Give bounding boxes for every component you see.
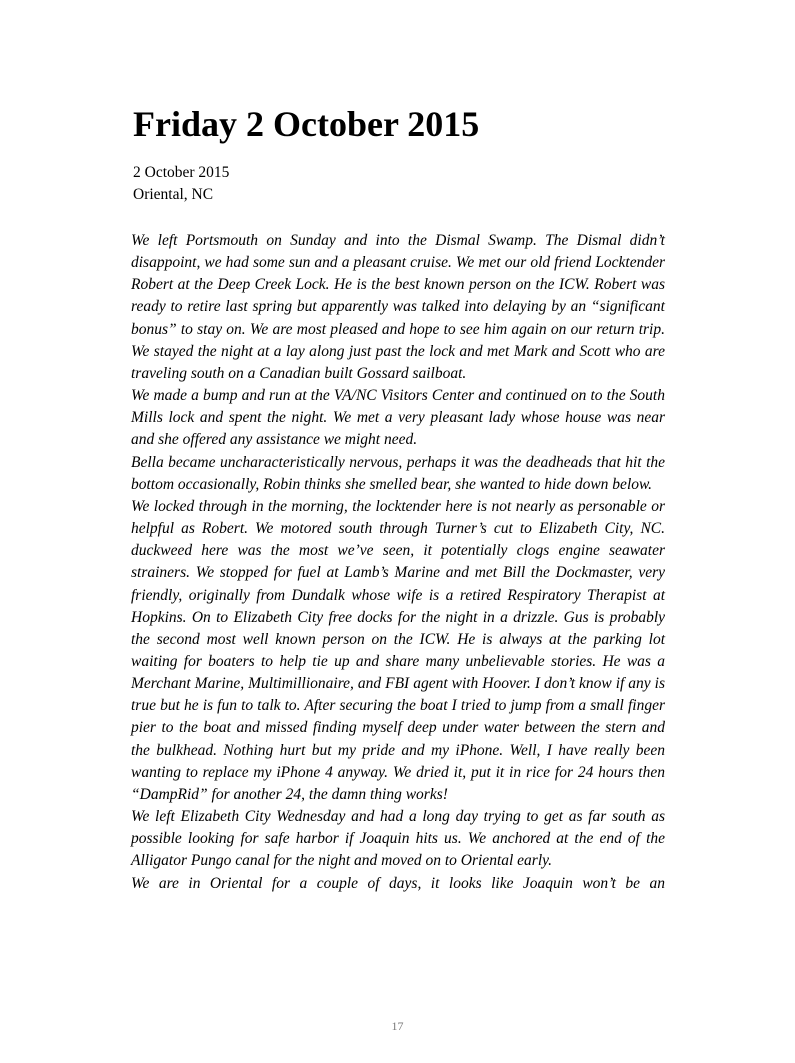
paragraph: We left Elizabeth City Wednesday and had a long day trying to get as far south as possible looking for safe harbor if Joaquin hits us. We anchored at the end of the Alligator Pungo canal for the night and moved on to Oriental early. bbox=[131, 808, 665, 870]
paragraph: Bella became uncharacteristically nervous, perhaps it was the deadheads that hit the bottom occasionally, Robin thinks she smelled bear, she wanted to hide down below. bbox=[131, 453, 665, 493]
paragraph: We made a bump and run at the VA/NC Visitors Center and continued on to the South Mills lock and spent the night. We met a very pleasant lady whose house was near and she offered any assistance we might need. bbox=[131, 387, 665, 449]
entry-date: 2 October 2015 bbox=[133, 164, 230, 181]
paragraph: We are in Oriental for a couple of days, it looks like Joaquin won’t be an bbox=[131, 874, 665, 892]
page-title: Friday 2 October 2015 bbox=[133, 104, 480, 144]
entry-location: Oriental, NC bbox=[133, 186, 214, 203]
journal-body bbox=[131, 230, 665, 895]
paragraph: We left Portsmouth on Sunday and into the Dismal Swamp. The Dismal didn’t disappoint, we had some sun and a pleasant cruise. We met our old friend Locktender Robert at the Deep Creek Lock. He is the best known person on the ICW. Robert was ready to retire last spring but apparently was talked into delaying by an “significant bonus” to stay on. We are most pleased and hope to see him again on our return trip. We stayed the night at a lay along just past the lock and met Mark and Scott who are traveling south on a Canadian built Gossard sailboat. bbox=[131, 232, 665, 382]
paragraph: We locked through in the morning, the locktender here is not nearly as personable or helpful as Robert. We motored south through Turner’s cut to Elizabeth City, NC. duckweed here was the most we’ve seen, it potentially clogs engine seawater strainers. We stopped for fuel at Lamb’s Marine and met Bill the Dockmaster, very friendly, originally from Dundalk whose wife is a retired Respiratory Therapist at Hopkins. On to Elizabeth City free docks for the night in a drizzle. Gus is probably the second most well known person on the ICW. He is always at the parking lot waiting for boaters to help tie up and share many unbelievable stories. He was a Merchant Marine, Multimillionaire, and FBI agent with Hoover. I don’t know if any is true but he is fun to talk to. After securing the boat I tried to jump from a small finger pier to the boat and missed finding myself deep under water between the stern and the bulkhead. Nothing hurt but my pride and my iPhone. Well, I have really been wanting to replace my iPhone 4 anyway. We dried it, put it in rice for 24 hours then “DampRid” for another 24, the damn thing works! bbox=[131, 497, 665, 803]
page-number: 17 bbox=[391, 1019, 404, 1033]
